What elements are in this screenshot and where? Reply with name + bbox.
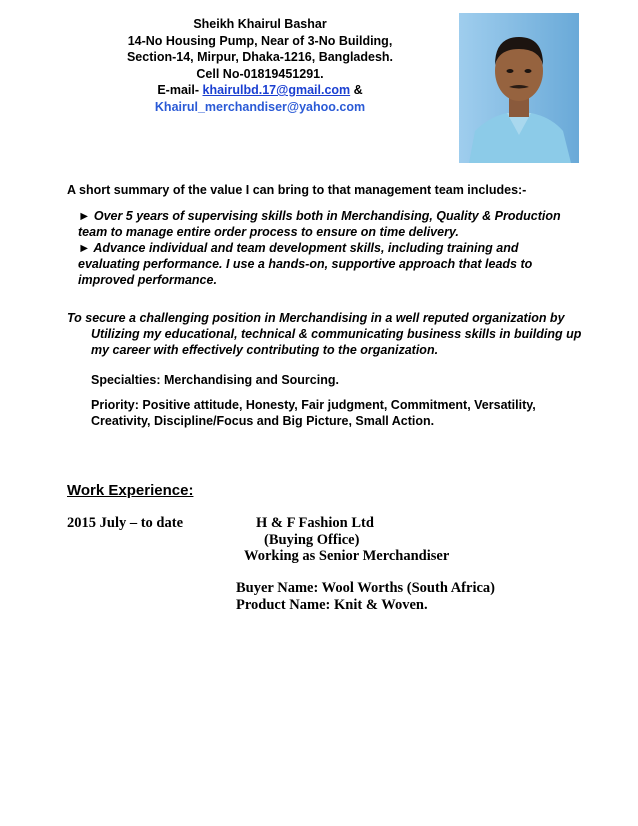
address-line-1: 14-No Housing Pump, Near of 3-No Building,: [127, 33, 393, 48]
summary-bullet-2: ► Advance individual and team development skills, including training and evaluating performance. I use a hands-on, supportive approach that leads to improved performance.: [78, 241, 533, 287]
cell-number: Cell No-01819451291.: [196, 66, 324, 81]
email-line: [90, 82, 430, 99]
summary-intro: A short summary of the value I can bring to that management team includes:-: [67, 183, 527, 197]
product-name: Product Name: Knit & Woven.: [236, 597, 428, 613]
work-period: 2015 July – to date: [67, 515, 183, 531]
email-prefix: E-mail-: [157, 83, 203, 97]
profile-photo: [459, 13, 579, 163]
company-name: H & F Fashion Ltd: [256, 515, 374, 531]
email-separator: &: [350, 83, 363, 97]
email-link-yahoo[interactable]: Khairul_merchandiser@yahoo.com: [154, 99, 366, 114]
email-link-gmail[interactable]: khairulbd.17@gmail.com: [202, 83, 351, 97]
summary-bullet-1: ► Over 5 years of supervising skills both in Merchandising, Quality & Production team to manage entire order process to ensure on time delivery.: [78, 209, 561, 239]
objective-line-3: my career with effectively contributing to the organization.: [91, 343, 439, 357]
buyer-name: Buyer Name: Wool Worths (South Africa): [236, 580, 495, 596]
objective-line-2: Utilizing my educational, technical & communicating business skills in building up: [91, 327, 582, 341]
contact-header: [90, 16, 430, 115]
address-line-2: Section-14, Mirpur, Dhaka-1216, Bangladesh.: [126, 50, 394, 64]
priority: Priority: Positive attitude, Honesty, Fair judgment, Commitment, Versatility, Creativity, Discipline/Focus and Big Picture, Small Action.: [91, 398, 536, 428]
candidate-name: Sheikh Khairul Bashar: [193, 17, 327, 31]
specialties: Specialties: Merchandising and Sourcing.: [91, 373, 339, 387]
work-experience-heading: Work Experience:: [67, 482, 194, 499]
objective-line-1: To secure a challenging position in Merchandising in a well reputed organization by: [67, 311, 565, 325]
company-type: (Buying Office): [264, 532, 360, 548]
job-role: Working as Senior Merchandiser: [244, 548, 450, 564]
